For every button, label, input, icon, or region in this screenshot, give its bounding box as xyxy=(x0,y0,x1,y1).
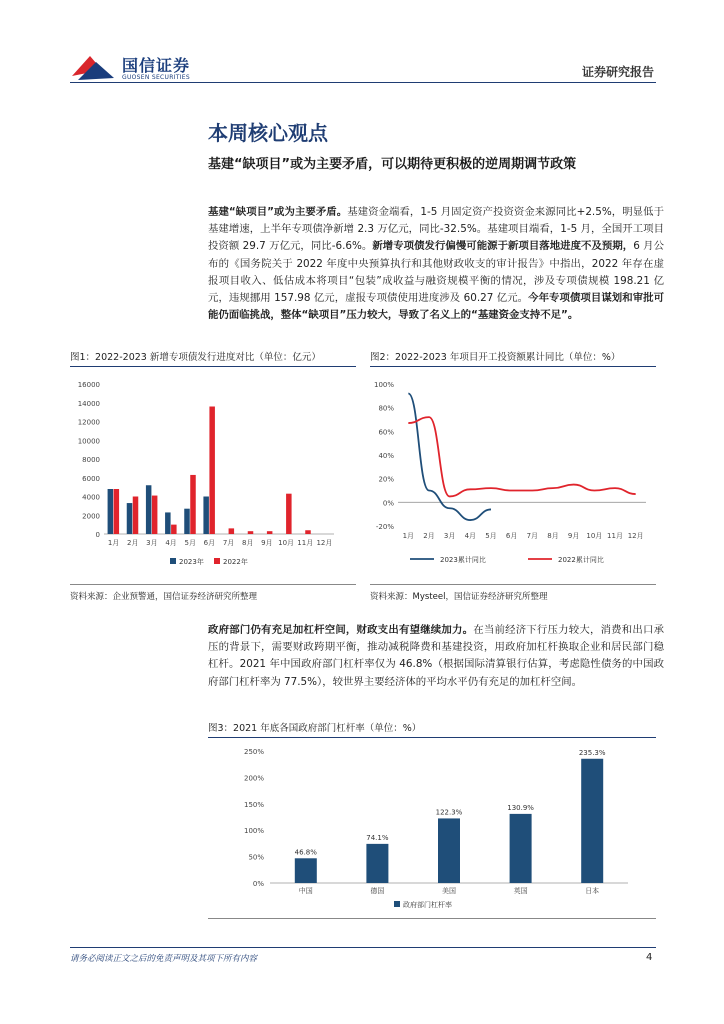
x-tick-label: 3月 xyxy=(146,539,158,547)
y-tick-label: 150% xyxy=(243,800,264,809)
x-tick-label: 9月 xyxy=(567,532,580,540)
bar-2023 xyxy=(184,509,190,534)
y-tick-label: 100% xyxy=(243,827,264,836)
para2-body: 在当前经济下行压力较大，消费和出口承压的背景下，需要财政跨期平衡，推动减税降费和基建投资，用政府加杠杆换取企业和居民部门稳杠杆。2021 年中国政府部门杠杆率仅为 46.8%（根据国际清算银行估算，考虑隐性债务的中国政府部门杠杆率为 77.5%），较世界主要经济体的平均水平仍有充足的加杠杆空间。 xyxy=(208,624,665,688)
data-label: 235.3% xyxy=(578,748,606,757)
y-tick-label: 0% xyxy=(252,880,264,888)
y-tick-label: 20% xyxy=(378,475,394,484)
x-tick-label: 日本 xyxy=(585,887,600,895)
y-tick-label: 16000 xyxy=(77,381,100,389)
x-tick-label: 1月 xyxy=(107,539,120,547)
bar-2023 xyxy=(203,497,209,535)
figure-3-top-line xyxy=(208,737,656,738)
para1-bold3: 今年专项债项目谋划和审批可能仍面临挑战，整体“缺项目”压力较大，导致了名义上的“基建资金支持不足”。 xyxy=(208,292,665,322)
bar-1 xyxy=(366,844,388,883)
figure-3-chart xyxy=(208,741,656,916)
figure-1-top-line xyxy=(70,366,356,367)
figure-2-title: 图2：2022-2023 年项目开工投资额累计同比（单位：%） xyxy=(370,352,621,363)
figure-3-title: 图3：2021 年底各国政府部门杠杆率（单位：%） xyxy=(208,723,422,734)
legend-swatch-2023 xyxy=(170,558,176,564)
x-tick-label: 美国 xyxy=(442,887,456,895)
page-number: 4 xyxy=(646,952,653,963)
x-tick-label: 中国 xyxy=(298,887,313,895)
x-tick-label: 5月 xyxy=(485,532,497,540)
x-tick-label: 8月 xyxy=(547,532,559,540)
data-label: 46.8% xyxy=(294,848,317,857)
bar-4 xyxy=(581,759,603,883)
legend-label-2023: 2023累计同比 xyxy=(440,556,486,564)
x-tick-label: 11月 xyxy=(607,532,623,540)
footer-disclaimer: 请务必阅读正文之后的免责声明及其项下所有内容 xyxy=(70,954,258,964)
figure-1-source: 资料来源：企业预警通，国信证券经济研究所整理 xyxy=(70,592,258,602)
y-tick-label: 250% xyxy=(243,748,264,756)
x-tick-label: 2月 xyxy=(423,532,435,540)
x-tick-label: 2月 xyxy=(127,539,139,547)
bar-2 xyxy=(438,818,460,883)
bar-2022 xyxy=(152,496,158,534)
x-tick-label: 9月 xyxy=(261,539,273,547)
x-tick-label: 6月 xyxy=(203,539,216,547)
para2-lead: 政府部门仍有充足加杠杆空间，财政支出有望继续加力。 xyxy=(208,624,474,636)
y-tick-label: 0% xyxy=(382,499,394,508)
y-tick-label: 4000 xyxy=(82,493,100,502)
bar-0 xyxy=(295,858,317,883)
paragraph-1 xyxy=(208,204,664,324)
figure-3-bottom-line xyxy=(208,918,656,919)
para1-body: 基建资金端看，1-5 月固定资产投资资金来源同比+2.5%，明显低于基建增速，上半年专项债净新增 2.3 万亿元，同比-32.5%。基建项目端看，1-5 月，全国开工项目投资额 29.7 万亿元，同比-6.6%。 xyxy=(208,206,664,253)
y-tick-label: 80% xyxy=(378,404,394,413)
legend-label-2023: 2023年 xyxy=(179,558,204,566)
logo-icon xyxy=(70,52,118,82)
figure-1-bottom-line xyxy=(70,584,356,585)
y-tick-label: 2000 xyxy=(82,512,100,521)
figure-2-bottom-line xyxy=(370,584,656,585)
y-tick-label: 14000 xyxy=(77,399,100,408)
x-tick-label: 7月 xyxy=(222,539,235,547)
legend-label-2022: 2022年 xyxy=(223,558,248,566)
y-tick-label: -20% xyxy=(375,523,394,531)
figure-1-chart xyxy=(70,370,356,580)
bar-3 xyxy=(510,814,532,883)
bar-2022 xyxy=(229,528,235,534)
data-label: 122.3% xyxy=(435,808,463,817)
x-tick-label: 5月 xyxy=(184,539,196,547)
bar-2022 xyxy=(190,475,196,534)
paragraph-2 xyxy=(208,622,664,691)
y-tick-label: 60% xyxy=(378,428,394,437)
bar-2022 xyxy=(286,494,292,534)
figure-1-title: 图1：2022-2023 新增专项债发行进度对比（单位：亿元） xyxy=(70,352,321,363)
legend-label: 政府部门杠杆率 xyxy=(403,901,452,909)
series-line-2022 xyxy=(408,417,635,496)
y-tick-label: 40% xyxy=(378,452,394,460)
x-tick-label: 12月 xyxy=(627,532,644,540)
figure-2-source: 资料来源：Mysteel，国信证券经济研究所整理 xyxy=(370,592,548,602)
bar-2022 xyxy=(305,530,311,534)
x-tick-label: 6月 xyxy=(505,532,518,540)
figure-2-chart xyxy=(370,370,656,580)
bar-2022 xyxy=(133,497,139,535)
x-tick-label: 12月 xyxy=(316,539,333,547)
bar-2022 xyxy=(248,531,254,534)
section-subheading: 基建“缺项目”或为主要矛盾，可以期待更积极的逆周期调节政策 xyxy=(208,157,577,172)
x-tick-label: 4月 xyxy=(165,539,177,547)
legend-swatch-2022 xyxy=(214,558,220,564)
y-tick-label: 10000 xyxy=(77,437,100,446)
bar-2022 xyxy=(171,525,177,534)
x-tick-label: 8月 xyxy=(242,539,254,547)
legend-label-2022: 2022累计同比 xyxy=(558,556,604,564)
data-label: 74.1% xyxy=(366,833,389,842)
x-tick-label: 4月 xyxy=(464,532,477,540)
bar-2023 xyxy=(127,503,133,534)
x-tick-label: 10月 xyxy=(586,532,603,540)
x-tick-label: 7月 xyxy=(526,532,539,540)
y-tick-label: 50% xyxy=(248,853,264,862)
para1-bold2: 新增专项债发行偏慢可能源于新项目落地进度不及预期， xyxy=(372,240,634,253)
y-tick-label: 200% xyxy=(243,774,264,783)
x-tick-label: 10月 xyxy=(278,539,295,547)
y-tick-label: 0 xyxy=(95,531,100,539)
series-line-2023 xyxy=(408,393,491,520)
section-title: 本周核心观点 xyxy=(208,121,328,145)
report-type: 证券研究报告 xyxy=(582,65,655,79)
bar-2022 xyxy=(267,531,273,534)
para1-body2: 6 月公布的《国务院关于 2022 年度中央预算执行和其他财政收支的审计报告》中指出，2022 年存在虚报项目收入、低估成本将项目“包装”成收益与融资规模平衡的情况，涉及专项债规模 198.21 亿元，违规挪用 157.98 亿元，虚报专项债使用进度涉及 60.27 亿元。 xyxy=(208,240,665,305)
header-divider xyxy=(70,82,656,83)
bar-2023 xyxy=(146,485,152,534)
y-tick-label: 6000 xyxy=(82,474,100,483)
bar-2022 xyxy=(209,407,215,535)
y-tick-label: 8000 xyxy=(82,456,100,464)
y-tick-label: 12000 xyxy=(77,418,100,427)
x-tick-label: 英国 xyxy=(513,887,528,895)
x-tick-label: 德国 xyxy=(370,887,385,895)
x-tick-label: 11月 xyxy=(297,539,314,547)
logo-text: 国信证券 xyxy=(122,56,191,75)
bar-2022 xyxy=(114,489,120,534)
y-tick-label: 100% xyxy=(373,381,394,389)
para1-lead: 基建“缺项目”或为主要矛盾。 xyxy=(208,206,348,218)
bar-2023 xyxy=(165,512,171,534)
data-label: 130.9% xyxy=(507,803,534,812)
legend-swatch xyxy=(394,901,400,907)
x-tick-label: 3月 xyxy=(443,532,456,540)
x-tick-label: 1月 xyxy=(402,532,415,540)
footer-divider xyxy=(70,947,656,948)
logo-subtext: GUOSEN SECURITIES xyxy=(122,74,191,81)
figure-2-top-line xyxy=(370,366,656,367)
bar-2023 xyxy=(108,489,114,534)
